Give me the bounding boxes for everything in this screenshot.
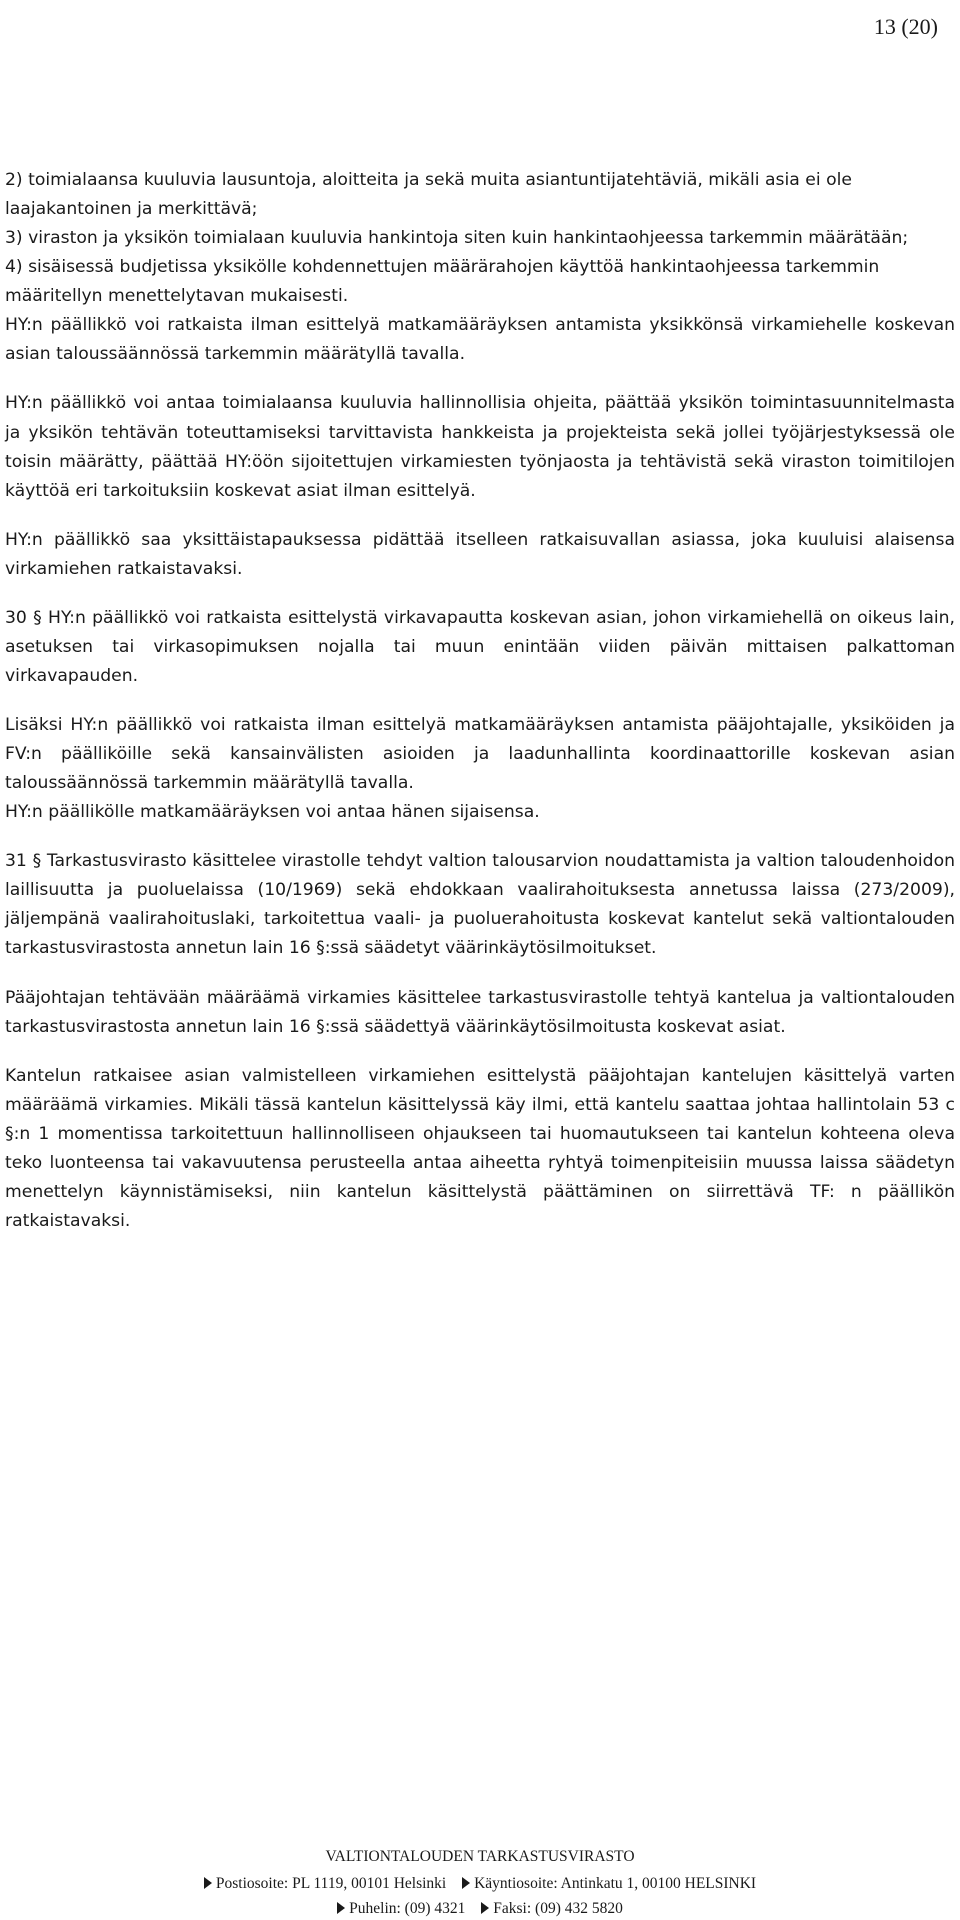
- footer-addresses: [0, 1875, 960, 1893]
- footer-contacts: [0, 1900, 960, 1918]
- arrow-right-icon: [481, 1902, 489, 1914]
- footer-phone-text: Puhelin: (09) 4321: [349, 1900, 466, 1917]
- arrow-right-icon: [337, 1902, 345, 1914]
- footer-fax-text: Faksi: (09) 432 5820: [493, 1900, 623, 1917]
- paragraph-substitute: HY:n päälliköllе matkamääräyksen voi antaa hänen sijaisensa.: [5, 802, 540, 823]
- footer-fax: [481, 1900, 623, 1917]
- arrow-right-icon: [204, 1877, 212, 1889]
- paragraph-complaint-handler: Pääjohtajan tehtävään määräämä virkamies käsittelee tarkastusvirastolle tehtyä kantelua ja valtiontalouden tarkastusvirastosta annetun lain 16 §:ssä säädettyä väärinkäytösilmoitusta koskevat asiat.: [5, 987, 955, 1037]
- paragraph-travel-order-director: Lisäksi HY:n päällikkö voi ratkaista ilman esittelyä matkamääräyksen antamista pääjohtajalle, yksiköiden ja FV:n päälliköille sekä kansainvälisten asioiden ja laadunhallinta koordinaattorille koskevan asian taloussäännössä tarkemmin määrätyllä tavalla.: [5, 715, 955, 794]
- paragraph-section-30: 30 § HY:n päällikkö voi ratkaista esittelystä virkavapautta koskevan asian, johon virkamiehellä on oikeus lain, asetuksen tai virkasopimuksen nojalla tai muun enintään viiden päivän mittaisen palkattoman virkavapauden.: [5, 607, 955, 686]
- footer-visiting: [462, 1875, 756, 1892]
- document-body: [5, 166, 955, 1256]
- paragraph-admin-instructions: HY:n päällikkö voi antaa toimialaansa kuuluvia hallinnollisia ohjeita, päättää yksikön toimintasuunnitelmasta ja yksikön tehtävän toteuttamiseksi tarvittavista hankkeista ja projekteista sekä jollei työjärjestyksessä ole toisin määrätty, päättää HY:öön sijoitettujen virkamiesten työnjaosta ja tehtävistä sekä viraston toimitilojen käyttöä eri tarkoituksiin koskevat asiat ilman esittelyä.: [5, 393, 955, 501]
- paragraph-item-3: 3) viraston ja yksikön toimialaan kuuluvia hankintoja siten kuin hankintaohjeessa tarkemmin määrätään;: [5, 228, 909, 249]
- paragraph-item-2: 2) toimialaansa kuuluvia lausuntoja, aloitteita ja sekä muita asiantuntijatehtäviä, mikäli asia ei ole laajakantoinen ja merkittävä;: [5, 170, 852, 220]
- paragraph-decision-power: HY:n päällikkö saa yksittäistapauksessa pidättää itselleen ratkaisuvallan asiassa, joka kuuluisi alaisensa virkamiehen ratkaistavaksi.: [5, 529, 955, 579]
- footer-phone: [337, 1900, 465, 1917]
- footer-organization: VALTIONTALOUDEN TARKASTUSVIRASTO: [325, 1848, 635, 1865]
- paragraph-item-4: 4) sisäisessä budjetissa yksikölle kohdennettujen määrärahojen käyttöä hankintaohjeessa tarkemmin määritellyn menettelytavan mukaisesti.: [5, 257, 880, 307]
- arrow-right-icon: [462, 1877, 470, 1889]
- paragraph-complaint-resolution: Kantelun ratkaisee asian valmistelleen virkamiehen esittelystä pääjohtajan kantelujen käsittelyä varten määräämä virkamies. Mikäli tässä kantelun käsittelyssä käy ilmi, että kantelu saattaa johtaa hallintolain 53 c §:n 1 momentissa tarkoitettuun hallinnolliseen ohjaukseen tai huomautukseen tai kantelun kohteena oleva teko luonteensa tai vakavuutensa perusteella antaa aiheetta ryhtyä toimenpiteisiin muussa laissa säädetyn menettelyn käynnistämiseksi, niin kantelun käsittelystä päättäminen on siirrettävä TF: n päällikön ratkaistavaksi.: [5, 1065, 955, 1231]
- paragraph-section-31: 31 § Tarkastusvirasto käsittelee virastolle tehdyt valtion talousarvion noudattamista ja valtion taloudenhoidon laillisuutta ja puoluelaissa (10/1969) sekä ehdokkaan vaalirahoituksesta annetussa laissa (273/2009), jäljempänä vaalirahoituslaki, tarkoitettua vaali- ja puoluerahoitusta koskevat kantelut sekä valtiontalouden tarkastusvirastosta annetun lain 16 §:ssä säädetyt väärinkäytösilmoitukset.: [5, 851, 955, 959]
- footer-postal-text: Postiosoite: PL 1119, 00101 Helsinki: [215, 1875, 447, 1892]
- paragraph-travel-order: HY:n päällikkö voi ratkaista ilman esittelyä matkamääräyksen antamista yksikkönsä virkamiehelle koskevan asian taloussäännössä tarkemmin määrätyllä tavalla.: [5, 315, 955, 365]
- footer-postal: [204, 1875, 446, 1892]
- page-number: 13 (20): [873, 14, 938, 39]
- footer-visiting-text: Käyntiosoite: Antinkatu 1, 00100 HELSINKI: [474, 1875, 757, 1892]
